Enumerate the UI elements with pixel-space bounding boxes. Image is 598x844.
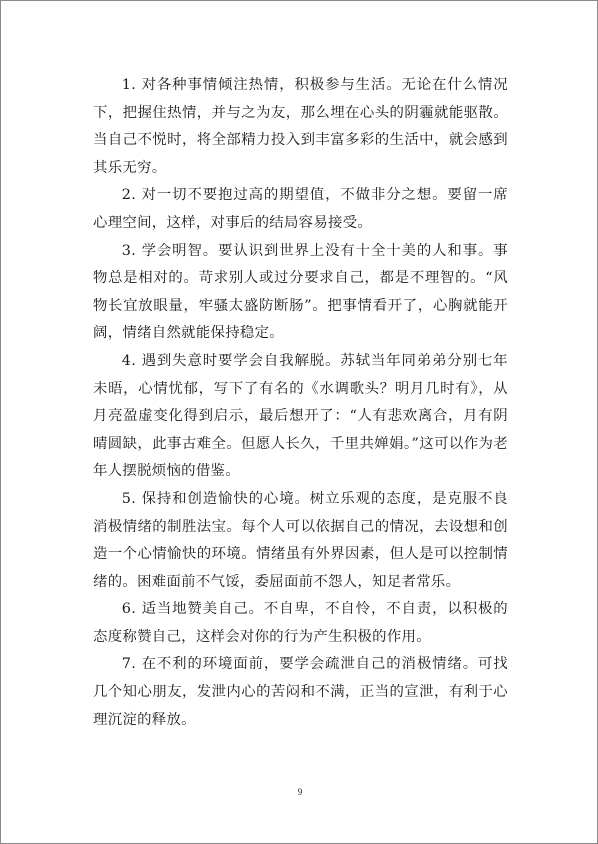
paragraph-3: 3. 学会明智。要认识到世界上没有十全十美的人和事。事物总是相对的。苛求别人或过分要求自己，都是不理智的。“风物长宜放眼量，牢骚太盛防断肠”。把事情看开了，心胸就能开阔，情绪自然就能保持稳定。: [93, 242, 508, 342]
paragraph-1: 1. 对各种事情倾注热情，积极参与生活。无论在什么情况下，把握住热情，并与之为友，那么埋在心头的阴霾就能驱散。当自己不悦时，将全部精力投入到丰富多彩的生活中，就会感到其乐无穷。: [93, 77, 508, 176]
paragraph-2: 2. 对一切不要抱过高的期望值，不做非分之想。要留一席心理空间，这样，对事后的结局容易接受。: [93, 187, 508, 231]
page-number: 9: [297, 787, 303, 797]
paragraph-4: 4. 遇到失意时要学会自我解脱。苏轼当年同弟弟分别七年未晤，心情忧郁，写下了有名的《水调歌头？明月几时有》，从月亮盈虚变化得到启示，最后想开了：“人有悲欢离合，月有阴晴圆缺，此事古难全。但愿人长久，千里共婵娟。”这可以作为老年人摆脱烦恼的借鉴。: [93, 352, 508, 480]
paragraph-7: 7. 在不利的环境面前，要学会疏泄自己的消极情绪。可找几个知心朋友，发泄内心的苦闷和不满，正当的宣泄，有利于心理沉淀的释放。: [93, 656, 508, 728]
paragraph-6: 6. 适当地赞美自己。不自卑，不自怜，不自责，以积极的态度称赞自己，这样会对你的行为产生积极的作用。: [93, 601, 508, 645]
paragraph-5: 5. 保持和创造愉快的心境。树立乐观的态度，是克服不良消极情绪的制胜法宝。每个人可以依据自己的情况，去设想和创造一个心情愉快的环境。情绪虽有外界因素，但人是可以控制情绪的。困难面前不气馁，委屈面前不怨人，知足者常乐。: [93, 490, 508, 590]
document-body: [93, 72, 508, 734]
